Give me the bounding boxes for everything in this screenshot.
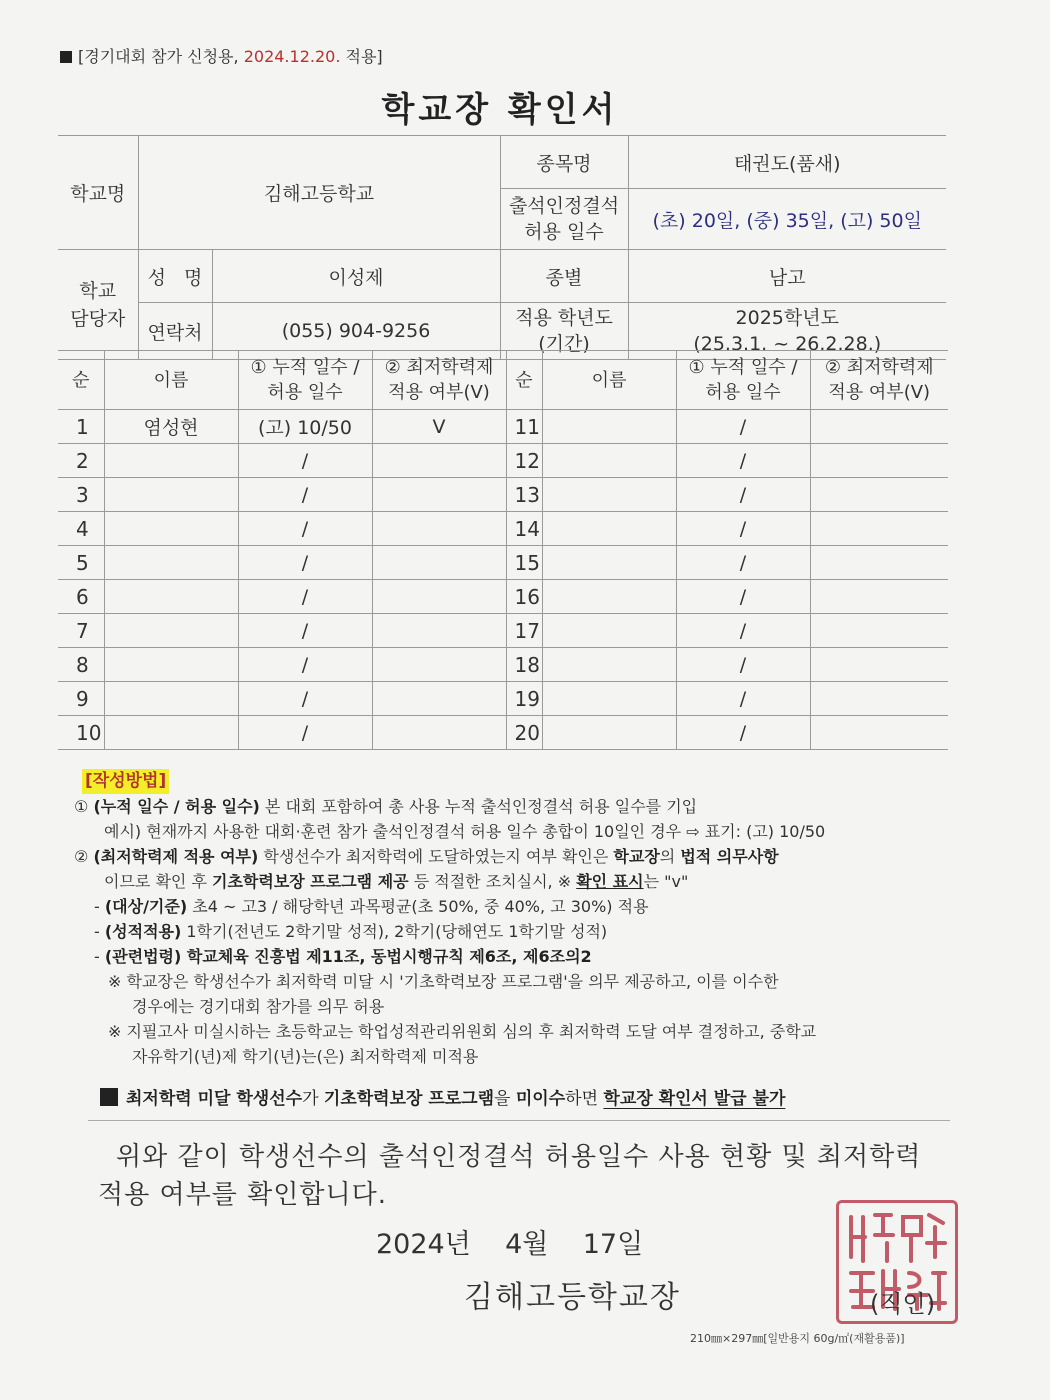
row-no: 16 [506,580,542,614]
row-name [542,478,676,512]
row-days: / [676,614,810,648]
page-title: 학교장 확인서 [381,90,619,130]
col-min: ② 최저학력제 적용 여부(V) [372,351,506,410]
row-days: / [238,682,372,716]
row-name [542,716,676,750]
row-days: / [238,546,372,580]
row-days: / [238,716,372,750]
row-no: 15 [506,546,542,580]
row-min [372,546,506,580]
paper-spec-footer: 210㎜×297㎜[일반용지 60g/㎡(재활용품)] [690,1332,905,1345]
row-min [810,512,948,546]
row-days: / [676,546,810,580]
col-name: 이름 [104,351,238,410]
divider [88,1120,950,1121]
name-label: 성 명 [138,250,212,303]
row-min [810,682,948,716]
table-row [58,478,948,512]
row-min [372,648,506,682]
student-list-table [58,350,948,750]
row-no: 7 [58,614,104,648]
row-no: 9 [58,682,104,716]
row-days: / [676,478,810,512]
row-no: 4 [58,512,104,546]
row-name [104,478,238,512]
row-days: / [676,716,810,750]
row-days: / [238,648,372,682]
col-no-2: 순 [506,351,542,410]
writing-method: [작성방법] ① (누적 일수 / 허용 일수) 본 대회 포함하여 총 사용 누적 출석인정결석 허용 일수를 기입 예시) 현재까지 사용한 대회·훈련 참가 출석인정결석 허용 일수 총합이 10일인 경우 ⇨ 표기: (고) 10/50 ② (최저학력제 적용 여부) 학생선수가 최저학력에 도달하였는지 여부 확인은 학교장의 법적 의무사항 이므로 확인 후 기초학력보장 프로그램 제공 등 적절한 조치실시, ※ 확인 표시는 "v" - (대상/기준) 초4 ~ 고3 / 해당학년 과목평균(초 50%, 중 40%, 고 30%) 적용 - (성적적용) 1학기(전년도 2학기말 성적), 2학기(당해연도 1학기말 성적) - (관련법령) 학교체육 진흥법 제11조, 동법시행규칙 제6조, 제6조의2 ※ 학교장은 학생선수가 최저학력 미달 시 '기초학력보장 프로그램'을 의무 제공하고, 이를 이수한 경우에는 경기대회 참가를 의무 허용 ※ 지필고사 미실시하는 초등학교는 학업성적관리위원회 심의 후 최저학력 도달 여부 결정하고, 중학교 자유학기(년)제 학기(년)는(은) 최저학력제 미적용 [74,771,826,1066]
row-min: V [372,410,506,444]
row-name [104,546,238,580]
row-days: / [238,512,372,546]
row-no: 12 [506,444,542,478]
row-days: / [676,512,810,546]
row-name [542,648,676,682]
row-min [372,682,506,716]
col-days-2: ① 누적 일수 / 허용 일수 [676,351,810,410]
row-min [372,444,506,478]
row-no: 18 [506,648,542,682]
row-name [542,682,676,716]
row-name [104,682,238,716]
row-no: 10 [58,716,104,750]
note-date: 2024.12.20. [243,47,341,66]
table-row [58,716,948,750]
row-days: / [676,580,810,614]
row-min [810,444,948,478]
gender-value: 남고 [628,250,946,303]
row-no: 11 [506,410,542,444]
row-days: (고) 10/50 [238,410,372,444]
table-row [58,580,948,614]
row-no: 5 [58,546,104,580]
row-days: / [238,444,372,478]
row-name [542,512,676,546]
row-name [104,614,238,648]
row-name [104,444,238,478]
row-name [542,444,676,478]
manager-label: 학교 담당자 [58,250,138,360]
row-no: 8 [58,648,104,682]
row-no: 17 [506,614,542,648]
row-min [810,648,948,682]
row-min [372,614,506,648]
header-note: [경기대회 참가 신청용, 2024.12.20. 적용] [60,44,383,67]
list-header-row [58,351,948,410]
contact-value: (055) 904-9256 [212,303,500,360]
row-no: 14 [506,512,542,546]
table-row [58,512,948,546]
row-min [810,410,948,444]
info-table [58,135,946,360]
row-name [104,512,238,546]
table-row [58,614,948,648]
school-value: 김해고등학교 [138,136,500,250]
table-row [58,444,948,478]
row-name: 염성현 [104,410,238,444]
row-min [372,716,506,750]
issue-date: 2024년 4월 17일 [376,1229,644,1260]
row-days: / [676,682,810,716]
absence-value: (초) 20일, (중) 35일, (고) 50일 [628,189,946,250]
seal-label: (직인) [870,1290,936,1318]
table-row [58,546,948,580]
method-tag: [작성방법] [82,769,169,794]
row-no: 3 [58,478,104,512]
table-row [58,410,948,444]
contact-label: 연락처 [138,303,212,360]
row-name [104,648,238,682]
row-days: / [238,614,372,648]
row-min [810,716,948,750]
row-name [104,716,238,750]
year-label: 적용 학년도 (기간) [500,303,628,360]
row-name [542,546,676,580]
confirmation-text: 위와 같이 학생선수의 출석인정결석 허용일수 사용 현황 및 최저학력 적용 여부를 확인합니다. [98,1142,922,1210]
row-no: 20 [506,716,542,750]
table-row [58,682,948,716]
row-name [542,580,676,614]
row-min [810,614,948,648]
event-value: 태권도(품새) [628,136,946,189]
square-bullet-icon [60,51,72,63]
col-no: 순 [58,351,104,410]
arrow-box-icon [100,1088,118,1106]
event-label: 종목명 [500,136,628,189]
row-no: 19 [506,682,542,716]
row-min [810,478,948,512]
row-name [542,410,676,444]
col-min-2: ② 최저학력제 적용 여부(V) [810,351,948,410]
school-label: 학교명 [58,136,138,250]
absence-label: 출석인정결석 허용 일수 [500,189,628,250]
name-value: 이성제 [212,250,500,303]
warning-note: 최저학력 미달 학생선수가 기초학력보장 프로그램을 미이수하면 학교장 확인서 발급 불가 [100,1084,785,1109]
row-min [810,546,948,580]
year-value: 2025학년도 (25.3.1. ~ 26.2.28.) [628,303,946,360]
col-name-2: 이름 [542,351,676,410]
row-min [372,478,506,512]
principal-name: 김해고등학교장 [464,1280,681,1315]
row-no: 6 [58,580,104,614]
row-name [542,614,676,648]
row-min [372,580,506,614]
row-no: 1 [58,410,104,444]
row-no: 2 [58,444,104,478]
row-name [104,580,238,614]
row-days: / [238,478,372,512]
row-min [372,512,506,546]
col-days: ① 누적 일수 / 허용 일수 [238,351,372,410]
row-days: / [676,410,810,444]
row-no: 13 [506,478,542,512]
row-days: / [676,648,810,682]
table-row [58,648,948,682]
row-min [810,580,948,614]
gender-label: 종별 [500,250,628,303]
row-days: / [676,444,810,478]
row-days: / [238,580,372,614]
